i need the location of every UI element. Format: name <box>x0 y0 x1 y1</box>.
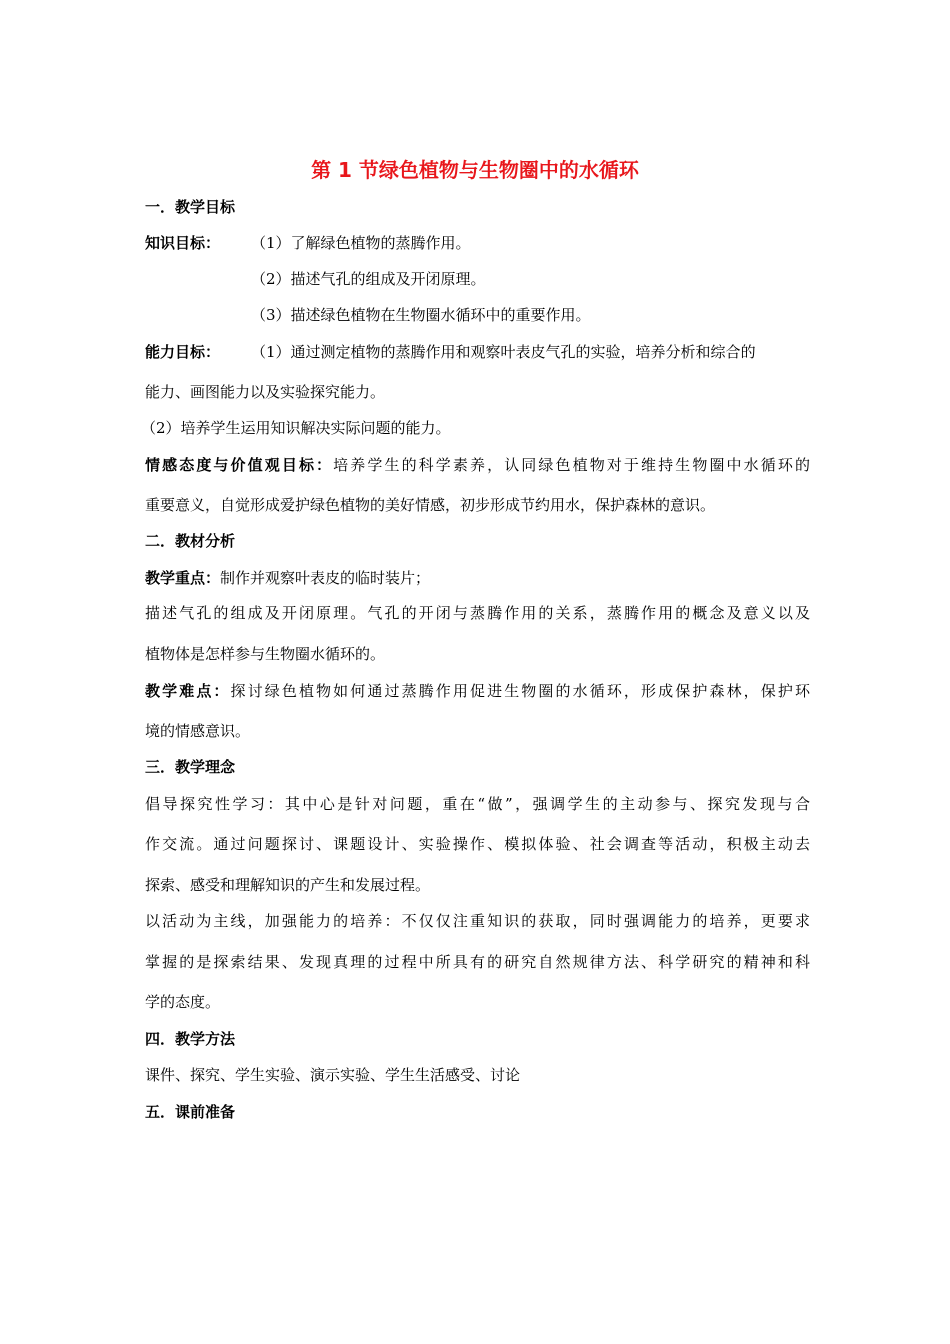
ability-goal-label: 能力目标： <box>145 343 221 361</box>
page-title: 第 1 节绿色植物与生物圈中的水循环 <box>311 158 639 182</box>
ability-goal-line-1 <box>145 340 810 364</box>
ability-goal-line-2: 能力、画图能力以及实验探究能力。 <box>145 383 386 401</box>
philosophy-p1-line: 探索、感受和理解知识的产生和发展过程。 <box>145 876 431 894</box>
difficulty-line-2: 境的情感意识。 <box>145 722 251 740</box>
key-point-line-3: 植物体是怎样参与生物圈水循环的。 <box>145 645 386 663</box>
philosophy-p1-line: 倡导探究性学习：其中心是针对问题，重在“做”，强调学生的主动参与、探究发现与合 <box>145 795 810 813</box>
methods-text: 课件、探究、学生实验、演示实验、学生生活感受、讨论 <box>145 1066 521 1084</box>
section-heading-methods: 四．教学方法 <box>145 1030 236 1048</box>
philosophy-p2-line: 以活动为主线，加强能力的培养：不仅仅注重知识的获取，同时强调能力的培养，更要求 <box>145 912 810 930</box>
knowledge-goal-line-1 <box>145 231 810 255</box>
difficulty-line-1 <box>145 679 810 703</box>
difficulty-label: 教学难点： <box>145 682 231 700</box>
philosophy-p1-line: 作交流。通过问题探讨、课题设计、实验操作、模拟体验、社会调查等活动，积极主动去 <box>145 835 810 853</box>
key-point-line-1 <box>145 566 810 590</box>
key-point-text: 制作并观察叶表皮的临时装片； <box>220 569 431 587</box>
ability-goal-line-3: （2）培养学生运用知识解决实际问题的能力。 <box>141 419 451 437</box>
philosophy-p2-line: 掌握的是探索结果、发现真理的过程中所具有的研究自然规律方法、科学研究的精神和科 <box>145 953 810 971</box>
key-point-line-2: 描述气孔的组成及开闭原理。气孔的开闭与蒸腾作用的关系，蒸腾作用的概念及意义以及 <box>145 604 810 622</box>
knowledge-goal-item: （2）描述气孔的组成及开闭原理。 <box>251 270 486 288</box>
section-heading-objectives: 一．教学目标 <box>145 198 236 216</box>
emotion-goal-text: 培养学生的科学素养，认同绿色植物对于维持生物圈中水循环的 <box>333 456 810 474</box>
section-heading-analysis: 二．教材分析 <box>145 532 236 550</box>
section-heading-philosophy: 三．教学理念 <box>145 758 236 776</box>
key-point-label: 教学重点： <box>145 569 221 587</box>
section-heading-preparation: 五．课前准备 <box>145 1103 236 1121</box>
knowledge-goal-label: 知识目标： <box>145 234 221 252</box>
philosophy-p2-line: 学的态度。 <box>145 993 221 1011</box>
difficulty-text: 探讨绿色植物如何通过蒸腾作用促进生物圈的水循环，形成保护森林，保护环 <box>230 682 810 700</box>
knowledge-goal-item: （1）了解绿色植物的蒸腾作用。 <box>251 234 471 252</box>
ability-goal-text: （1）通过测定植物的蒸腾作用和观察叶表皮气孔的实验，培养分析和综合的 <box>251 343 756 361</box>
emotion-goal-line-1 <box>145 453 810 477</box>
emotion-goal-line-2: 重要意义，自觉形成爱护绿色植物的美好情感，初步形成节约用水，保护森林的意识。 <box>145 496 716 514</box>
emotion-goal-label: 情感态度与价值观目标： <box>145 456 334 474</box>
knowledge-goal-item: （3）描述绿色植物在生物圈水循环中的重要作用。 <box>251 306 591 324</box>
